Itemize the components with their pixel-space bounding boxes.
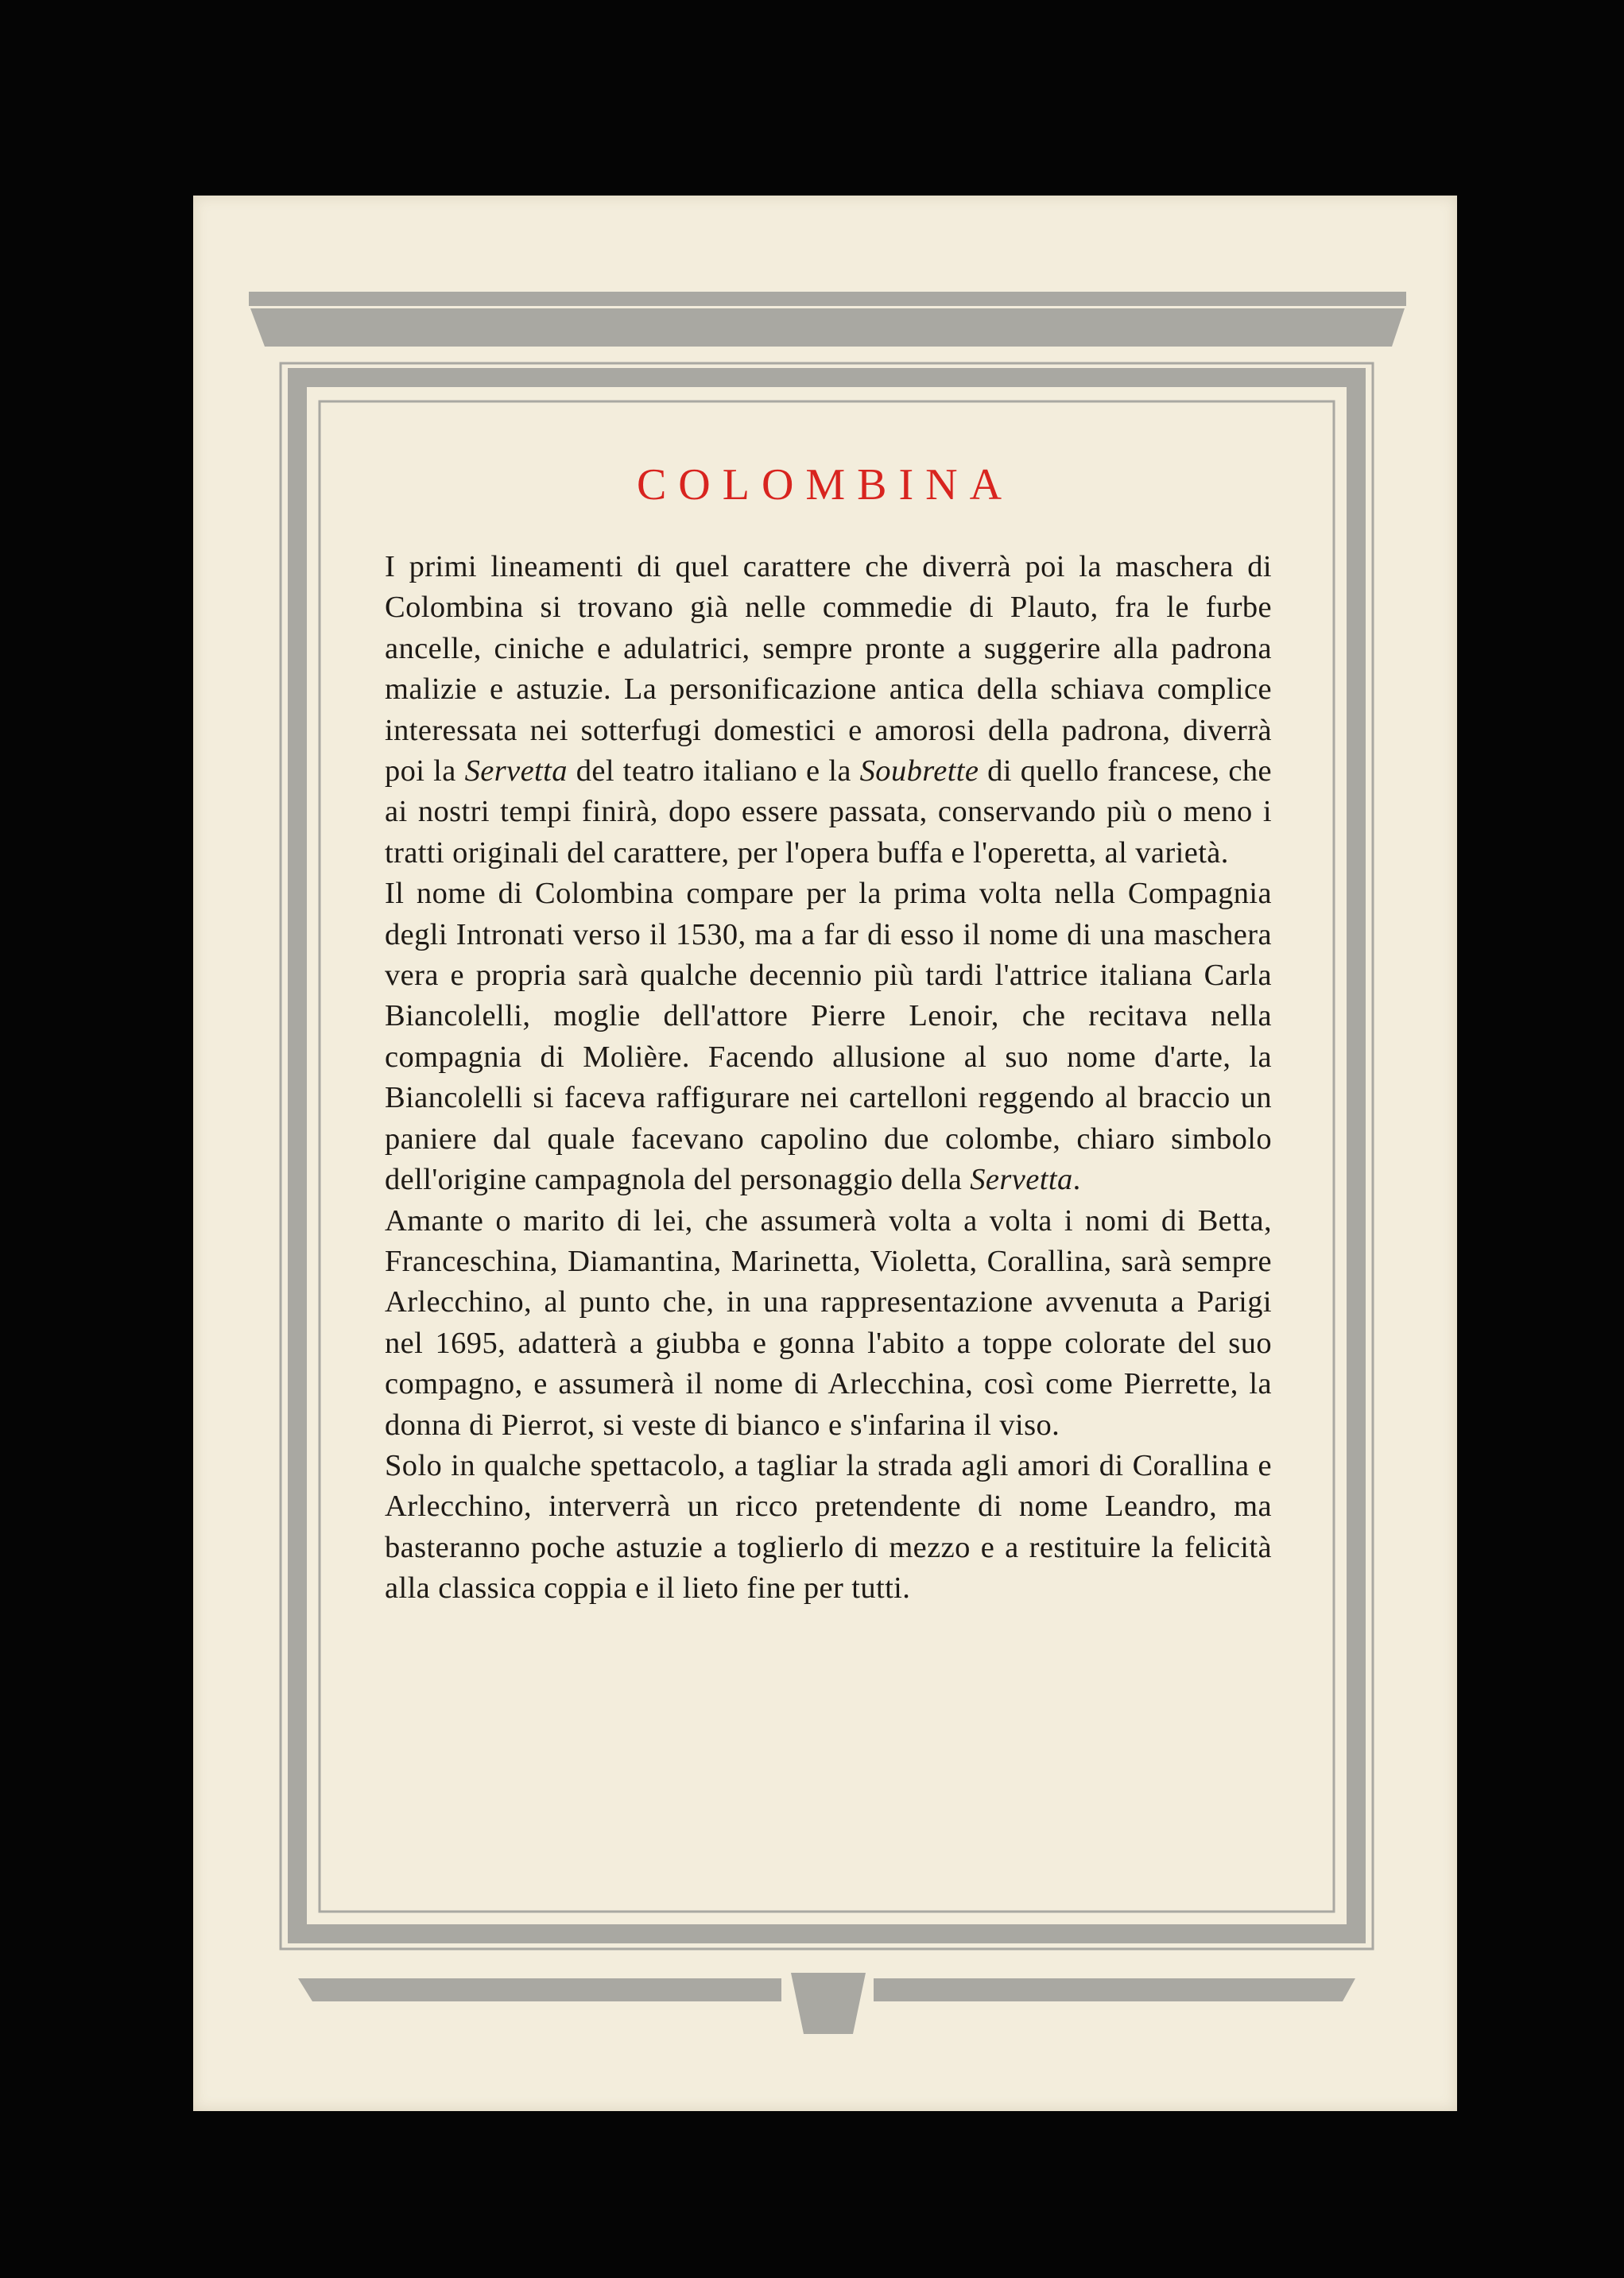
text-run: I primi lineamenti di quel carattere che diverrà poi la maschera di Colombina si trovano già nelle commedie di Plauto, fra le furbe ancelle, ciniche e adulatrici, sempre pronte a suggerire alla padrona malizie e astuzie. La personificazione antica della schiava complice interessata nei sotterfugi domestici e amorosi della padrona, diverrà poi la	[385, 550, 1272, 788]
body-text	[385, 547, 1272, 1610]
top-cornice-band	[250, 308, 1405, 347]
italic-text: Servetta	[970, 1163, 1073, 1197]
page-sheet	[193, 196, 1457, 2111]
text-run: Il nome di Colombina compare per la prima volta nella Compagnia degli Intronati verso il 1530, ma a far di esso il nome di una maschera vera e propria sarà qualche decennio più tardi l'attrice italiana Carla Biancolelli, moglie dell'attore Pierre Lenoir, che recitava nella compagnia di Molière. Facendo allusione al suo nome d'arte, la Biancolelli si faceva raffigurare nei cartelloni reggendo al braccio un paniere dal quale facevano capolino due colombe, chiaro simbolo dell'origine campagnola del personaggio della	[385, 877, 1272, 1197]
bottom-cornice-left	[298, 1978, 781, 2001]
paragraph	[385, 874, 1272, 1200]
text-run: Solo in qualche spettacolo, a tagliar la strada agli amori di Corallina e Arlecchino, interverrà un ricco pretendente di nome Leandro, ma basteranno poche astuzie a toglierlo di mezzo e a restituire la felicità alla classica coppia e il lieto fine per tutti.	[385, 1448, 1272, 1606]
paragraph	[385, 1201, 1272, 1446]
text-run: di quello francese, che ai nostri tempi finirà, dopo essere passata, conservando più o meno i tratti originali del carattere, per l'opera buffa e l'operetta, al varietà.	[385, 754, 1272, 870]
paragraph	[385, 547, 1272, 874]
top-cornice-bar	[249, 292, 1406, 306]
text-run: Amante o marito di lei, che assumerà volta a volta i nomi di Betta, Franceschina, Diamantina, Marinetta, Violetta, Corallina, sarà sempre Arlecchino, al punto che, in una rappresentazione avvenuta a Parigi nel 1695, adatterà a giubba e gonna l'abito a toppe colorate del suo compagno, e assumerà il nome di Arlecchina, così come Pierrette, la donna di Pierrot, si veste di bianco e s'infarina il viso.	[385, 1203, 1272, 1442]
text-run: del teatro italiano e la	[567, 754, 860, 788]
page-title: COLOMBINA	[636, 460, 1014, 509]
bottom-keystone	[791, 1973, 866, 2034]
italic-text: Soubrette	[859, 754, 979, 788]
text-run: .	[1072, 1163, 1081, 1197]
paragraph	[385, 1446, 1272, 1610]
bottom-cornice-right	[874, 1978, 1355, 2001]
italic-text: Servetta	[464, 754, 568, 788]
